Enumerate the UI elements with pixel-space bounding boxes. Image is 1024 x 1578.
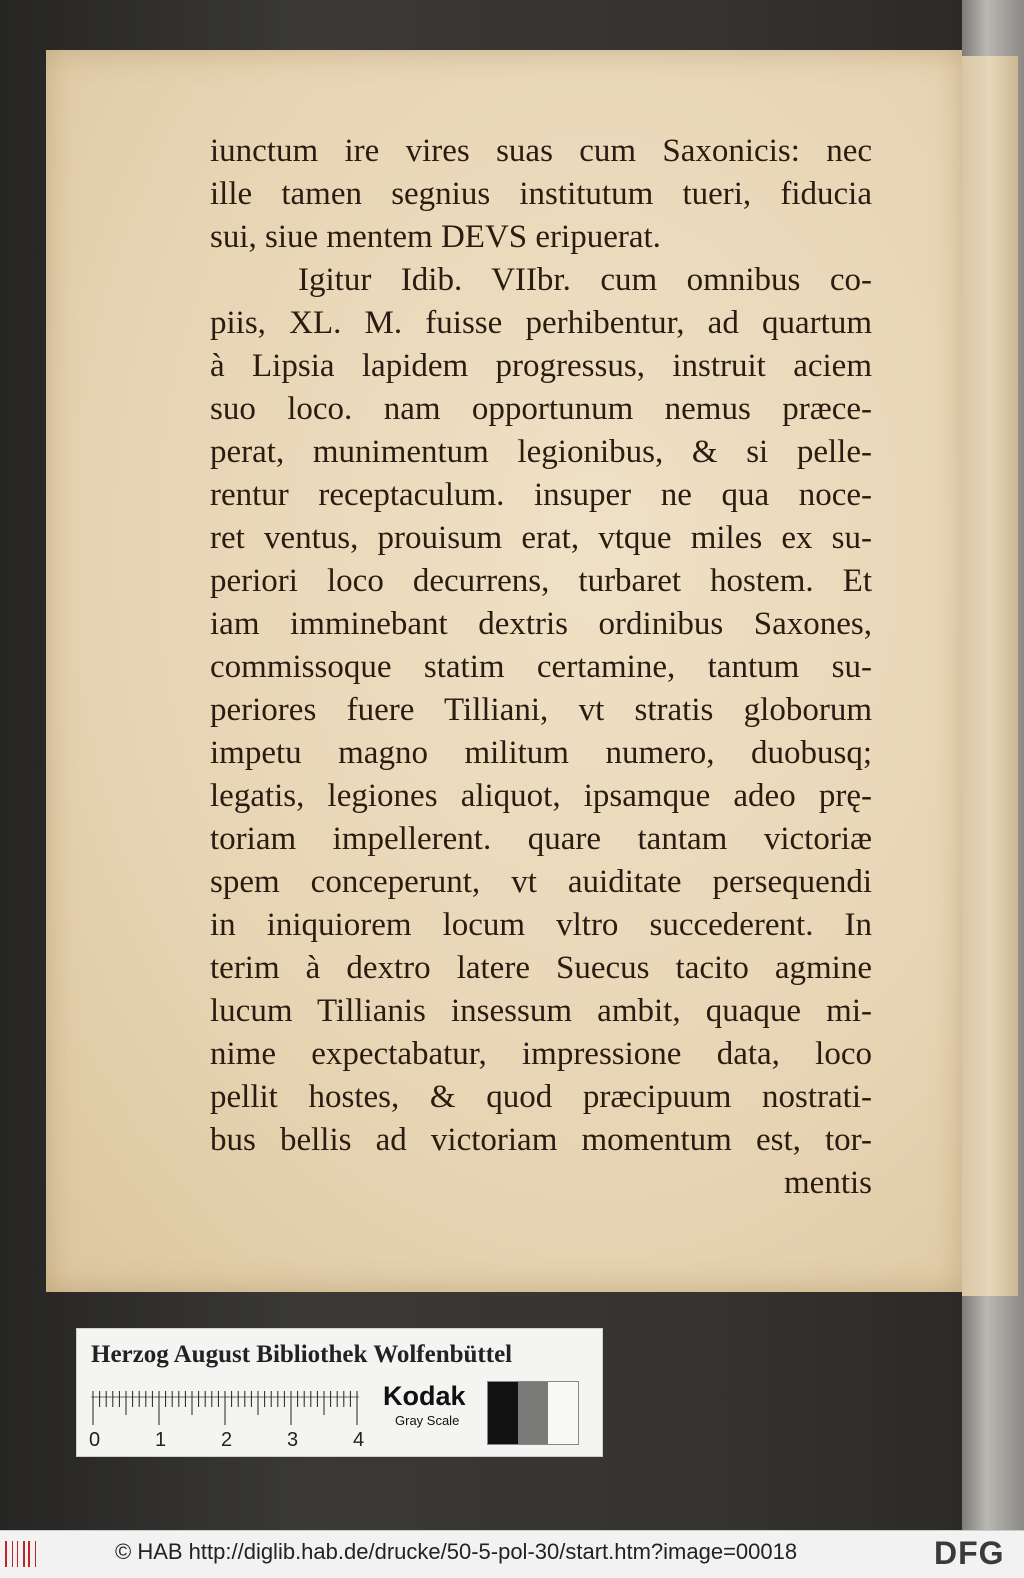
barcode-bar	[5, 1541, 7, 1567]
footer-url[interactable]: © HAB http://diglib.hab.de/drucke/50-5-pol-30/start.htm?image=00018	[115, 1539, 798, 1564]
catchword: mentis	[784, 1165, 872, 1201]
barcode-bar	[28, 1541, 30, 1567]
text-line: commissoque statim certamine, tantum su-	[210, 649, 872, 685]
hab-barcode-icon	[4, 1539, 48, 1569]
text-line: toriam impellerent. quare tantam victoriæ	[210, 821, 872, 857]
barcode-bar	[12, 1541, 13, 1567]
ruler-number: 0	[89, 1429, 101, 1451]
kodak-logo: Kodak	[383, 1381, 466, 1411]
text-line: ille tamen segnius institutum tueri, fiducia	[210, 176, 872, 212]
text-line: suo loco. nam opportunum nemus præce-	[210, 391, 872, 427]
ruler-number: 2	[221, 1429, 233, 1451]
text-line: nime expectabatur, impressione data, loco	[210, 1036, 872, 1072]
page-text	[210, 130, 872, 1205]
barcode-bar	[17, 1541, 18, 1567]
text-line: sui, siue mentem DEVS eripuerat.	[210, 219, 661, 255]
text-line: terim à dextro latere Suecus tacito agmine	[210, 950, 872, 986]
text-line: periori loco decurrens, turbaret hostem. Et	[210, 563, 872, 599]
gray-scale-label: Gray Scale	[395, 1413, 460, 1428]
text-line: rentur receptaculum. insuper ne qua noce-	[210, 477, 872, 513]
text-line: à Lipsia lapidem progressus, instruit aciem	[210, 348, 872, 384]
text-line: bus bellis ad victoriam momentum est, tor-	[210, 1122, 872, 1158]
color-reference-card	[76, 1328, 603, 1457]
text-line: lucum Tillianis insessum ambit, quaque mi-	[210, 993, 872, 1029]
text-line: Igitur Idib. VIIbr. cum omnibus co-	[298, 262, 872, 298]
text-line: impetu magno militum numero, duobusq;	[210, 735, 872, 771]
dfg-logo: DFG	[934, 1535, 1005, 1571]
gray-swatch	[518, 1382, 548, 1444]
text-line: periores fuere Tilliani, vt stratis globorum	[210, 692, 872, 728]
text-line: piis, XL. M. fuisse perhibentur, ad quartum	[210, 305, 872, 341]
barcode-bar	[23, 1541, 25, 1567]
text-line: iunctum ire vires suas cum Saxonicis: nec	[210, 133, 872, 169]
library-name: Herzog August Bibliothek Wolfenbüttel	[91, 1341, 513, 1368]
next-page-edge	[962, 56, 1018, 1296]
white-swatch	[548, 1382, 578, 1444]
gray-scale-swatches	[487, 1381, 579, 1445]
text-line: in iniquiorem locum vltro succederent. In	[210, 907, 872, 943]
text-line: legatis, legiones aliquot, ipsamque adeo prę-	[210, 778, 872, 814]
ruler-number: 3	[287, 1429, 299, 1451]
ruler-number: 1	[155, 1429, 167, 1451]
ruler-number: 4	[353, 1429, 365, 1451]
black-swatch	[488, 1382, 518, 1444]
footer-bar	[0, 1530, 1024, 1578]
text-line: perat, munimentum legionibus, & si pelle-	[210, 434, 872, 470]
barcode-bar	[35, 1541, 36, 1567]
text-line: iam imminebant dextris ordinibus Saxones,	[210, 606, 872, 642]
text-line: spem conceperunt, vt auiditate persequendi	[210, 864, 872, 900]
text-line: pellit hostes, & quod præcipuum nostrati-	[210, 1079, 872, 1115]
measurement-ruler	[89, 1387, 361, 1427]
text-line: ret ventus, prouisum erat, vtque miles ex su-	[210, 520, 872, 556]
